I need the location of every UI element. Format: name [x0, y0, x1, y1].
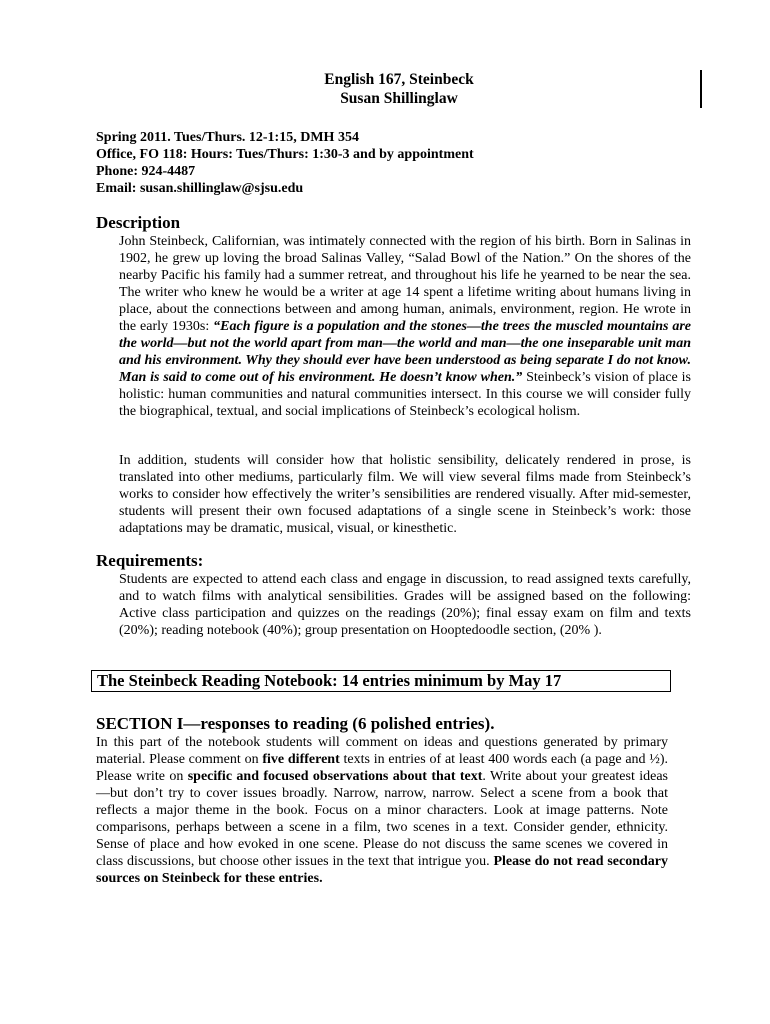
description-paragraph-1	[119, 233, 691, 420]
contact-info	[96, 129, 474, 197]
term-schedule: Spring 2011. Tues/Thurs. 12-1:15, DMH 354	[96, 130, 359, 145]
description-heading: Description	[96, 213, 181, 232]
description-conclusion: Steinbeck’s vision of place is holistic: human communities and natural communities intersect. In this course we will consider fully the biographical, textual, and social implications of Steinbeck’s ecological holism.	[119, 370, 691, 419]
section-one-bold-1: five different	[262, 752, 340, 767]
section-one-heading: SECTION I—responses to reading (6 polished entries).	[96, 714, 495, 733]
phone-number: Phone: 924-4487	[96, 164, 196, 179]
requirements-paragraph: Students are expected to attend each class and engage in discussion, to read assigned texts carefully, and to watch films with analytical sensibilities. Grades will be assigned based on the following: Active class participation and quizzes on the readings (20%); final essay exam on film and texts (20%); reading notebook (40%); group presentation on Hooptedoodle section, (20% ).	[119, 572, 691, 638]
description-paragraph-2: In addition, students will consider how that holistic sensibility, delicately rendered in prose, is translated into other mediums, particularly film. We will view several films made from Steinbeck’s works to consider how effectively the writer’s sensibilities are rendered visually. After mid-semester, students will present their own focused adaptations of a single scene in Steinbeck’s work: those adaptations may be dramatic, musical, visual, or kinesthetic.	[119, 453, 691, 536]
section-one-text-2: texts in entries of at least 400 words each (a page and ½). Please write on	[96, 752, 668, 784]
section-one-text-1: In this part of the notebook students will comment on ideas and questions generated by primary material. Please comment on	[96, 735, 668, 767]
email-address: Email: susan.shillinglaw@sjsu.edu	[96, 181, 304, 196]
course-header	[96, 70, 702, 108]
instructor-name: Susan Shillinglaw	[340, 90, 458, 107]
steinbeck-quote: “Each figure is a population and the stones—the trees the muscled mountains are the world—but not the world apart from man—the world and man—the one inseparable unit man and his environment. Why they should ever have been understood as being separate I do not know. Man is said to come out of his environment. He doesn’t know when.”	[119, 319, 692, 385]
section-one-text-3: . Write about your greatest ideas—but don’t try to cover issues broadly. Narrow, narrow, narrow. Select a scene from a book that reflects a major theme in the book. Focus on a minor characters. Look at image patterns. Note comparisons, perhaps between a scene in a film, two scenes in a text. Consider gender, ethnicity. Sense of place and how evoked in one scene. Please do not discuss the same scenes we covered in class discussions, but choose other issues in the text that intrigue you.	[96, 769, 669, 869]
description-intro: John Steinbeck, Californian, was intimately connected with the region of his birth. Born in Salinas in 1902, he grew up loving the broad Salinas Valley, “Salad Bowl of the Nation.” On the shores of the nearby Pacific his family had a summer retreat, and throughout his life he yearned to be near the sea. The writer who knew he would be a writer at age 14 spent a lifetime writing about humans living in place, about the connections between and among human, animals, environment, region. He wrote in the early 1930s:	[119, 234, 691, 334]
header-vertical-rule	[700, 70, 702, 108]
section-one-bold-3: Please do not read secondary sources on Steinbeck for these entries.	[96, 854, 668, 886]
section-one-paragraph	[96, 734, 668, 887]
requirements-heading: Requirements:	[96, 551, 204, 570]
section-one-bold-2: specific and focused observations about that text	[187, 769, 483, 784]
notebook-title-box: The Steinbeck Reading Notebook: 14 entries minimum by May 17	[91, 670, 671, 692]
office-hours: Office, FO 118: Hours: Tues/Thurs: 1:30-3 and by appointment	[96, 147, 474, 162]
course-title: English 167, Steinbeck	[324, 71, 474, 88]
